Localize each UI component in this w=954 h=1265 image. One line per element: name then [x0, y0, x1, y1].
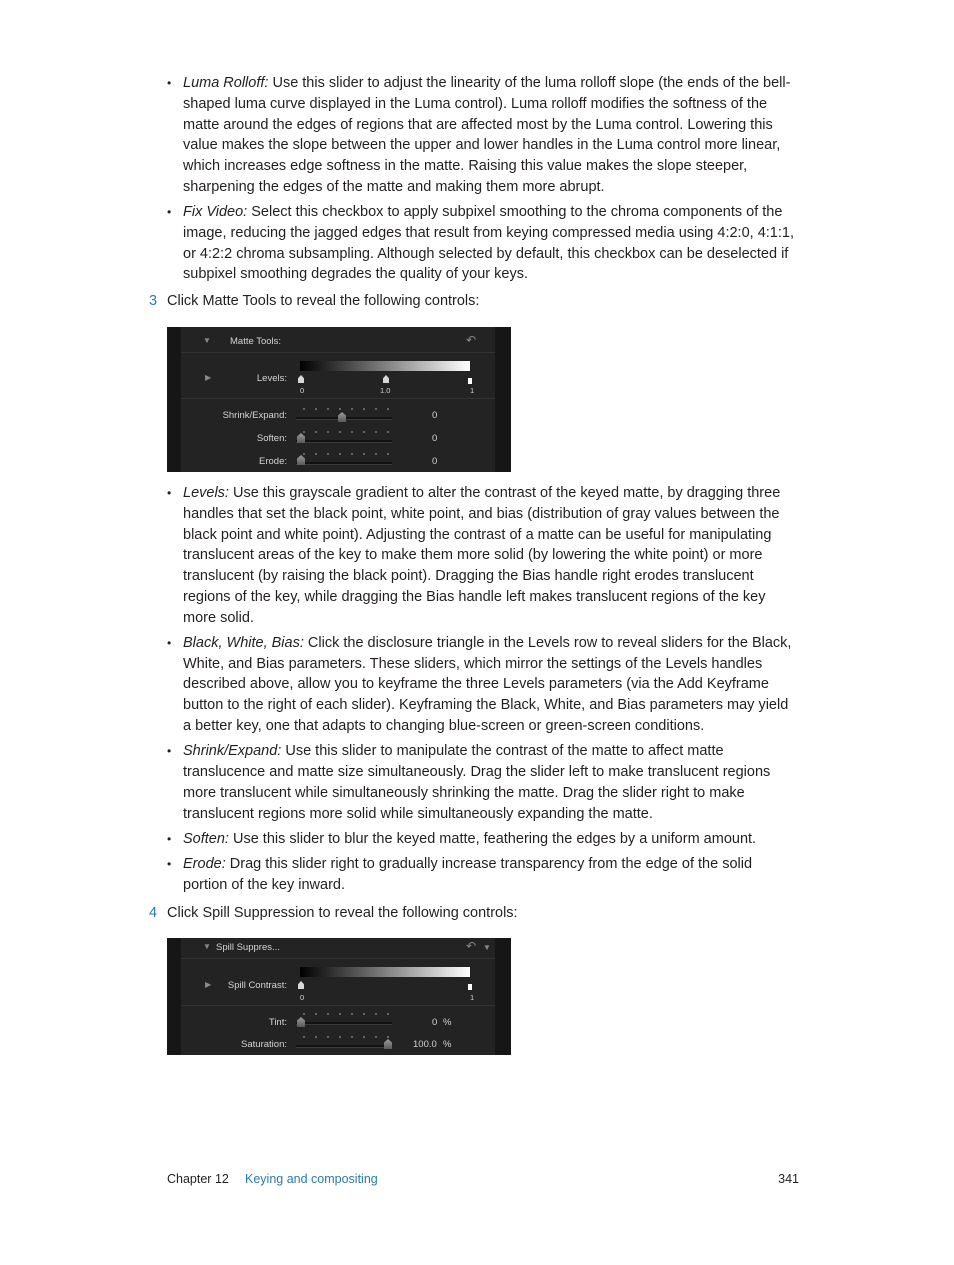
page-number: 341 — [778, 1172, 799, 1186]
bullet-black-white-bias — [167, 633, 799, 737]
soften-value[interactable]: 0 — [432, 433, 438, 444]
footer-chapter-title[interactable]: Keying and compositing — [245, 1172, 378, 1186]
bullet-term: Levels: — [183, 485, 229, 501]
bullet-text: Use this slider to manipulate the contrast of the matte to affect matte translucence and matte size simultaneously. Drag the slider left to make translucent regions more translucent while simultaneously shrinking the matte. Drag the slider right to make translucent regions more solid while simultaneously expanding the matte. — [183, 743, 771, 822]
bullet-text: Use this grayscale gradient to alter the contrast of the keyed matte, by dragging three handles that set the black point, white point, and bias (distribution of gray values between the black point and white point). Adjusting the contrast of a matte can be useful for manipulating translucent areas of the key to make them more solid (by lowering the white point) or more translucent (by raising the black point). Dragging the Bias handle right erodes translucent regions of the key, while dragging the Bias handle left makes translucent regions of the key more solid. — [183, 485, 781, 626]
disclosure-triangle-closed-icon[interactable]: ▶ — [205, 980, 212, 989]
disclosure-triangle-open-icon[interactable]: ▼ — [203, 336, 211, 345]
bullet-luma-rolloff — [167, 73, 799, 198]
spill-contrast-label: Spill Contrast: — [227, 980, 287, 991]
levels-label: Levels: — [256, 373, 287, 384]
black-point-handle[interactable] — [298, 375, 304, 383]
step-text: Click Spill Suppression to reveal the following controls: — [167, 905, 518, 921]
bullet-text: Select this checkbox to apply subpixel smoothing to the chroma components of the image, reducing the jagged edges that result from keying compressed media using 4:2:0, 4:1:1, or 4:2:2 chroma subsampling. Although selected by default, this checkbox can be deselected if subpixel smoothing degrades the quality of your keys. — [183, 204, 794, 283]
step-4 — [149, 903, 518, 923]
slider-label: Shrink/Expand: — [222, 410, 287, 421]
white-point-value: 1 — [470, 993, 475, 1002]
bias-value: 1.0 — [380, 386, 391, 395]
bullet-term: Luma Rolloff: — [183, 75, 269, 91]
spill-suppression-panel — [167, 938, 511, 1055]
reset-icon[interactable]: ↶ — [466, 333, 477, 347]
saturation-unit: % — [443, 1039, 452, 1050]
tint-slider[interactable] — [296, 1022, 392, 1025]
reset-icon[interactable]: ↶ — [466, 939, 477, 953]
bullet-levels — [167, 483, 799, 629]
slider-label: Soften: — [256, 433, 287, 444]
step-number: 3 — [149, 293, 158, 309]
bullet-text: Use this slider to adjust the linearity of the luma rolloff slope (the ends of the bell-shaped luma curve displayed in the Luma control). Luma rolloff modifies the softness of the matte around the edges of regions that are affected most by the Luma control. Lowering this value makes the slope between the upper and lower handles in the Luma control more linear, which increases edge softness in the matte. Raising this value makes the slope steeper, sharpening the edges of the matte and making them more abrupt. — [183, 75, 791, 195]
tint-value[interactable]: 0 — [432, 1017, 438, 1028]
footer-chapter: Chapter 12 — [167, 1172, 229, 1186]
matte-tools-panel — [167, 327, 511, 472]
soften-thumb[interactable] — [297, 433, 305, 443]
tint-thumb[interactable] — [297, 1017, 305, 1027]
levels-gradient[interactable] — [300, 361, 470, 371]
saturation-slider[interactable] — [296, 1045, 392, 1048]
disclosure-triangle-closed-icon[interactable]: ▶ — [205, 373, 212, 382]
tint-unit: % — [443, 1017, 452, 1028]
step-text: Click Matte Tools to reveal the following controls: — [167, 293, 480, 309]
step-number: 4 — [149, 905, 158, 921]
slider-label: Erode: — [259, 456, 287, 467]
white-point-value: 1 — [470, 386, 475, 395]
shrink-expand-value[interactable]: 0 — [432, 410, 438, 421]
saturation-thumb[interactable] — [384, 1039, 392, 1049]
bullet-term: Shrink/Expand: — [183, 743, 282, 760]
black-point-value: 0 — [300, 386, 305, 395]
white-point-handle[interactable] — [467, 377, 473, 385]
bullet-erode — [167, 854, 799, 896]
slider-label: Tint: — [268, 1017, 287, 1028]
spill-contrast-gradient[interactable] — [300, 967, 470, 977]
step-3 — [149, 291, 479, 311]
black-point-handle[interactable] — [298, 981, 304, 989]
bullet-text: Drag this slider right to gradually increase transparency from the edge of the solid portion of the key inward. — [183, 855, 753, 893]
bullet-soften — [167, 829, 799, 850]
slider-label: Saturation: — [241, 1039, 287, 1050]
white-point-handle[interactable] — [467, 983, 473, 991]
bullet-term: Erode: — [183, 855, 226, 872]
bullet-fix-video — [167, 202, 799, 285]
bullet-shrink-expand — [167, 741, 799, 824]
bullet-term: Fix Video: — [183, 204, 248, 221]
bullet-term: Soften: — [183, 830, 229, 847]
bullet-text: Click the disclosure triangle in the Levels row to reveal sliders for the Black, White, and Bias parameters. These sliders, which mirror the settings of the Levels handles described above, allow you to keyframe the three Levels parameters (via the Add Keyframe button to the right of each slider). Keyframing the Black, White, and Bias parameters may yield a better key, one that adapts to changing blue-screen or green-screen conditions. — [183, 634, 792, 735]
disclosure-triangle-open-icon[interactable]: ▼ — [203, 942, 211, 951]
erode-slider[interactable] — [296, 462, 392, 465]
dropdown-arrow-icon[interactable]: ▼ — [483, 943, 491, 952]
bias-handle[interactable] — [383, 375, 389, 383]
black-point-value: 0 — [300, 993, 305, 1002]
matte-tools-title: Matte Tools: — [230, 336, 282, 347]
erode-thumb[interactable] — [297, 455, 305, 465]
spill-suppression-title: Spill Suppres... — [216, 942, 280, 953]
shrink-expand-thumb[interactable] — [338, 412, 346, 422]
erode-value[interactable]: 0 — [432, 456, 438, 467]
soften-slider[interactable] — [296, 440, 392, 443]
bullet-term: Black, White, Bias: — [183, 634, 304, 651]
bullet-list-top — [167, 73, 799, 290]
bullet-text: Use this slider to blur the keyed matte, feathering the edges by a uniform amount. — [228, 830, 757, 847]
bullet-list-mid — [167, 483, 799, 900]
saturation-value[interactable]: 100.0 — [413, 1039, 437, 1050]
